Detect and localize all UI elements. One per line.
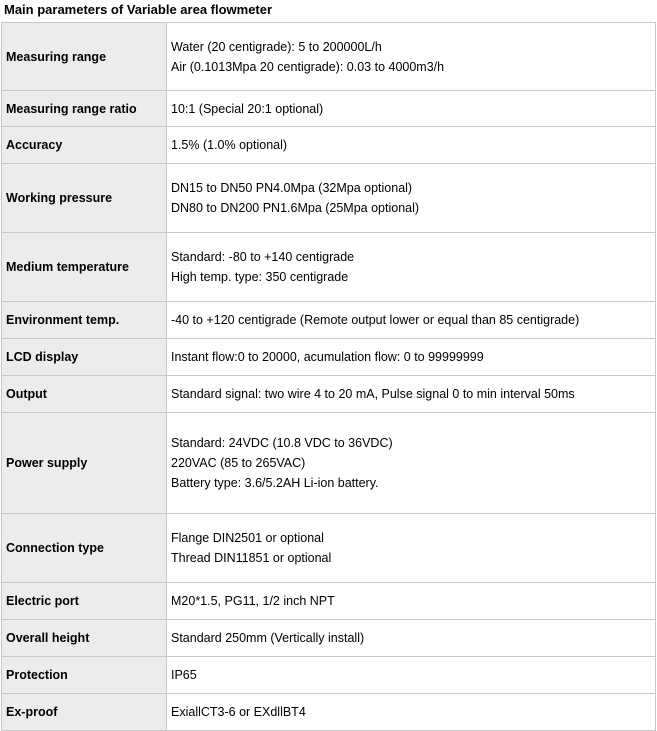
row-value (167, 127, 656, 164)
row-value (167, 413, 656, 514)
row-value (167, 514, 656, 583)
row-label: Medium temperature (2, 233, 167, 302)
row-value (167, 23, 656, 91)
row-label: Power supply (2, 413, 167, 514)
row-label: Measuring range (2, 23, 167, 91)
table-row (2, 694, 656, 731)
value-line: 10:1 (Special 20:1 optional) (171, 101, 324, 116)
row-label: Electric port (2, 583, 167, 620)
table-row (2, 23, 656, 91)
table-row (2, 164, 656, 233)
value-line: 1.5% (1.0% optional) (171, 138, 288, 152)
value-line: Water (20 centigrade): 5 to 200000L/h (171, 39, 382, 54)
table-row (2, 376, 656, 413)
row-label: Output (2, 376, 167, 413)
table-row (2, 620, 656, 657)
table-row (2, 514, 656, 583)
value-line: 220VAC (85 to 265VAC) (171, 456, 306, 470)
table-row (2, 233, 656, 302)
value-line: M20*1.5, PG11, 1/2 inch NPT (171, 594, 335, 608)
row-label: LCD display (2, 339, 167, 376)
value-line: Standard signal: two wire 4 to 20 mA, Pulse signal 0 to min interval 50ms (171, 387, 575, 401)
row-value (167, 233, 656, 302)
row-label: Overall height (2, 620, 167, 657)
parameters-table (1, 22, 656, 731)
value-line: Battery type: 3.6/5.2AH Li-ion battery. (171, 476, 379, 490)
row-value (167, 91, 656, 127)
table-row (2, 339, 656, 376)
value-line: Instant flow:0 to 20000, acumulation flow: 0 to 99999999 (171, 350, 484, 364)
table-row (2, 127, 656, 164)
table-row (2, 583, 656, 620)
value-line: IP65 (171, 668, 197, 682)
table-row (2, 413, 656, 514)
row-value (167, 694, 656, 731)
value-line: Standard: -80 to +140 centigrade (171, 250, 355, 264)
value-line: Standard: 24VDC (10.8 VDC to 36VDC) (171, 436, 393, 450)
value-line: Flange DIN2501 or optional (171, 531, 324, 545)
value-line: ExiallCT3-6 or EXdllBT4 (171, 705, 306, 719)
row-label: Accuracy (2, 127, 167, 164)
row-label: Environment temp. (2, 302, 167, 339)
row-value (167, 376, 656, 413)
value-line: Air (0.1013Mpa 20 centigrade): 0.03 to 4000m3/h (171, 59, 445, 74)
table-row (2, 657, 656, 694)
value-line: Thread DIN11851 or optional (171, 551, 332, 565)
row-label: Working pressure (2, 164, 167, 233)
row-label: Protection (2, 657, 167, 694)
value-line: -40 to +120 centigrade (Remote output lower or equal than 85 centigrade) (171, 313, 580, 327)
value-line: High temp. type: 350 centigrade (171, 270, 349, 284)
row-value (167, 339, 656, 376)
table-row (2, 91, 656, 127)
row-value (167, 302, 656, 339)
table-title: Main parameters of Variable area flowmeter (4, 2, 273, 17)
row-label: Connection type (2, 514, 167, 583)
row-label: Measuring range ratio (2, 91, 167, 127)
row-value (167, 657, 656, 694)
value-line: DN15 to DN50 PN4.0Mpa (32Mpa optional) (171, 181, 413, 195)
value-line: DN80 to DN200 PN1.6Mpa (25Mpa optional) (171, 201, 420, 215)
table-row (2, 302, 656, 339)
row-value (167, 164, 656, 233)
row-label: Ex-proof (2, 694, 167, 731)
row-value (167, 583, 656, 620)
value-line: Standard 250mm (Vertically install) (171, 631, 365, 645)
row-value (167, 620, 656, 657)
